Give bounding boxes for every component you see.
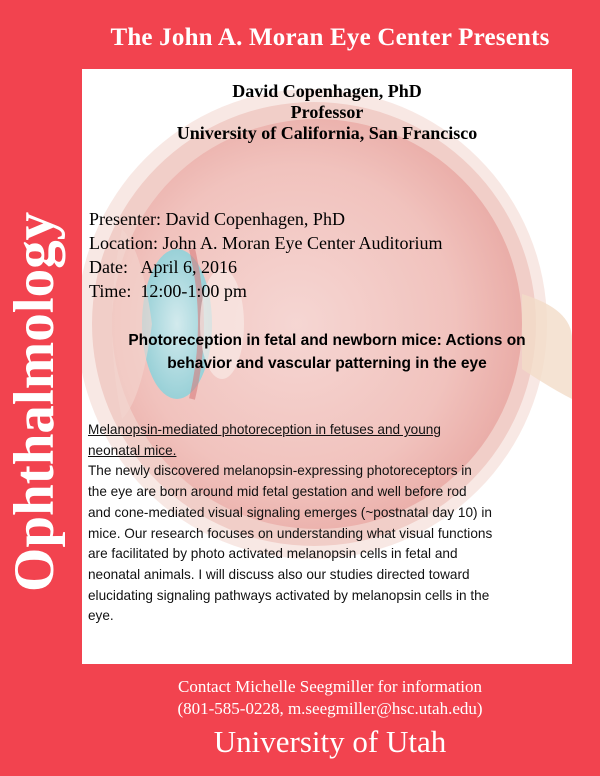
contact-info <box>60 676 600 720</box>
speaker-block <box>82 81 572 144</box>
abstract-line: neonatal animals. I will discuss also our studies directed toward <box>88 566 470 582</box>
speaker-institution: University of California, San Francisco <box>176 123 478 143</box>
abstract-heading: neonatal mice. <box>88 442 177 458</box>
presenter-line: Presenter: David Copenhagen, PhD <box>89 209 345 229</box>
content-panel <box>82 69 572 664</box>
abstract-line: mice. Our research focuses on understanding what visual functions <box>88 525 493 541</box>
abstract-line: eye. <box>88 608 114 624</box>
speaker-name: David Copenhagen, PhD <box>232 81 422 101</box>
abstract-line: and cone-mediated visual signaling emerges (~postnatal day 10) in <box>88 504 492 520</box>
location-line: Location: John A. Moran Eye Center Auditorium <box>89 233 443 253</box>
talk-title <box>92 329 562 375</box>
talk-title-line: Photoreception in fetal and newborn mice: Actions on <box>128 332 526 349</box>
contact-line: Contact Michelle Seegmiller for information <box>177 677 483 696</box>
abstract-line: The newly discovered melanopsin-expressing photoreceptors in <box>88 463 472 479</box>
abstract-line: elucidating signaling pathways activated by melanopsin cells in the <box>88 587 490 603</box>
abstract-line: are facilitated by photo activated melanopsin cells in fetal and <box>88 546 458 562</box>
university-name: University of Utah <box>213 724 447 759</box>
event-details <box>89 207 442 303</box>
contact-line: (801-585-0228, m.seegmiller@hsc.utah.edu) <box>177 699 483 718</box>
date-line: Date: April 6, 2016 <box>89 257 237 277</box>
abstract-line: the eye are born around mid fetal gestation and well before rod <box>88 484 467 500</box>
speaker-position: Professor <box>290 102 364 122</box>
abstract <box>88 420 568 627</box>
time-line: Time: 12:00-1:00 pm <box>89 281 247 301</box>
abstract-heading: Melanopsin-mediated photoreception in fetuses and young <box>88 422 441 437</box>
header-title: The John A. Moran Eye Center Presents <box>110 24 550 51</box>
sidebar-label: Ophthalmology <box>3 211 66 592</box>
talk-title-line: behavior and vascular patterning in the eye <box>167 355 487 372</box>
